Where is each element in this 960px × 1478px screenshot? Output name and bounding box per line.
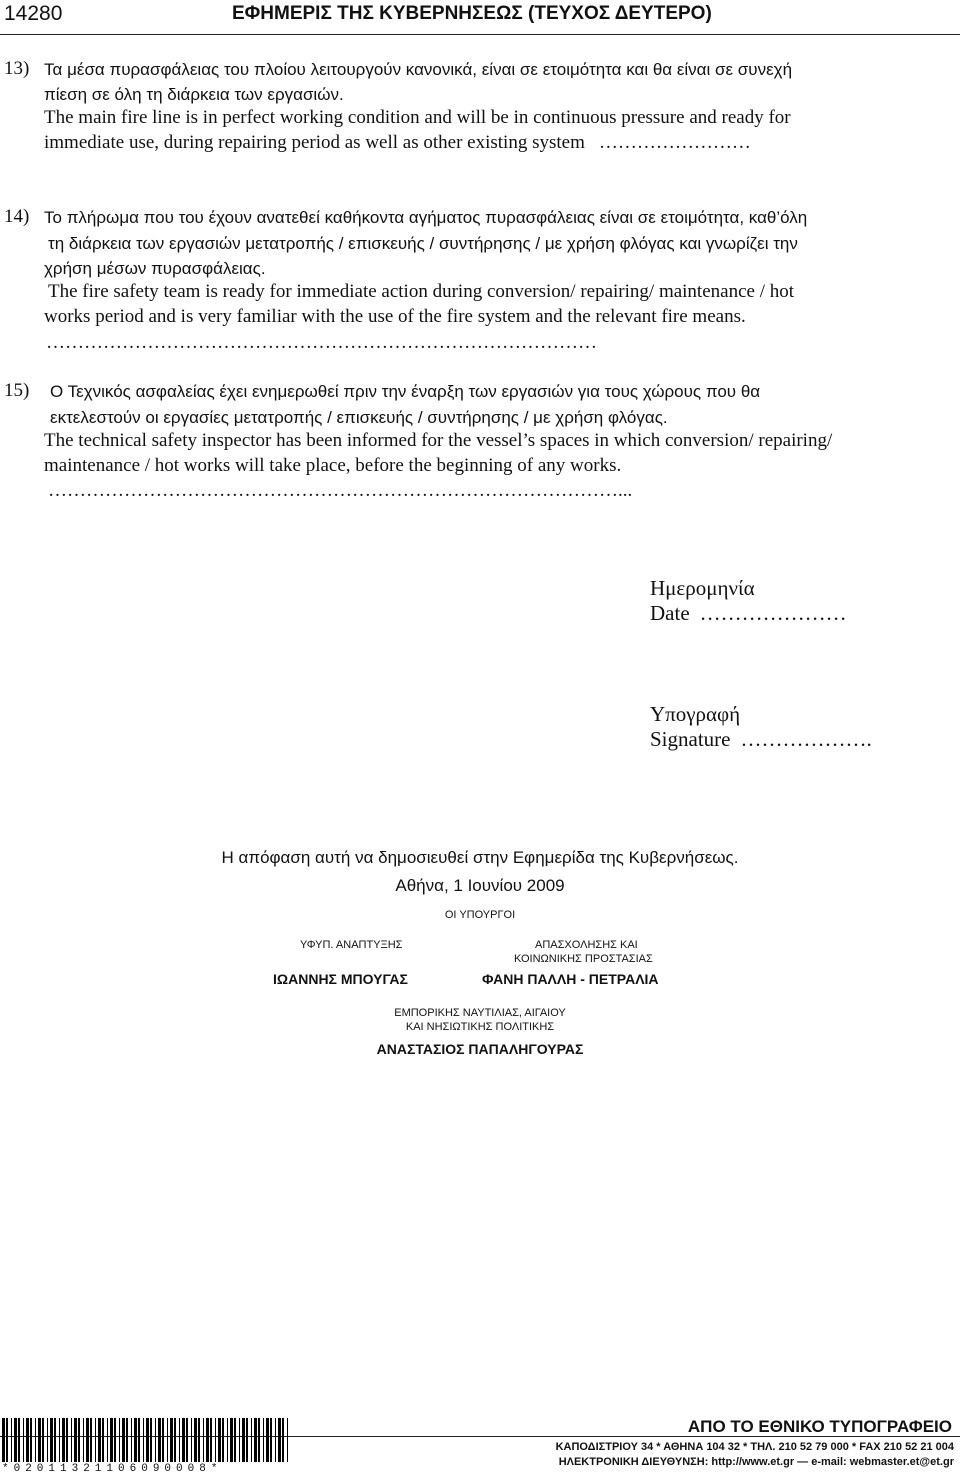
date-label: Date <box>650 601 690 625</box>
page-number: 14280 <box>4 2 63 25</box>
item-15-english-line-2: maintenance / hot works will take place, before the beginning of any works. <box>44 455 622 476</box>
item-14-english-line-1: The fire safety team is ready for immediate action during conversion/ repairing/ maintenance / hot <box>48 281 795 302</box>
minister-2-role-line-1: ΑΠΑΣΧΟΛΗΣΗΣ ΚΑΙ <box>535 939 638 951</box>
minister-2-name: ΦΑΝΗ ΠΑΛΛΗ - ΠΕΤΡΑΛΙΑ <box>482 971 659 987</box>
item-13-greek-line-1: Τα μέσα πυρασφάλειας του πλοίου λειτουργούν κανονικά, είναι σε ετοιμότητα και θα είναι σε συνεχή <box>44 60 793 79</box>
minister-3-role-line-1: ΕΜΠΟΡΙΚΗΣ ΝΑΥΤΙΛΙΑΣ, ΑΙΓΑΙΟΥ <box>394 1007 566 1019</box>
signature-label: Signature <box>650 727 731 751</box>
fill-in-dots: …………………… <box>598 132 751 153</box>
barcode-digits: *02011321106090008* <box>2 1463 223 1475</box>
item-15-greek-line-2: εκτελεστούν οι εργασίες μετατροπής / επισκευής / συντήρησης / με χρήση φλόγας. <box>50 408 668 427</box>
item-14-greek-line-3: χρήση μέσων πυρασφάλειας. <box>44 259 266 278</box>
item-14-greek-line-2: τη διάρκεια των εργασιών μετατροπής / επισκευής / συντήρησης / με χρήση φλόγας και γνωρίζει την <box>48 234 798 253</box>
item-14-greek-line-1: Το πλήρωμα που του έχουν ανατεθεί καθήκοντα αγήματος πυρασφάλειας είναι σε ετοιμότητα, καθ’όλη <box>44 208 808 227</box>
item-13 <box>4 56 29 81</box>
gazette-title: ΕΦΗΜΕΡΙΣ ΤΗΣ ΚΥΒΕΡΝΗΣΕΩΣ (ΤΕΥΧΟΣ ΔΕΥΤΕΡΟ) <box>232 3 712 24</box>
item-15-fill-dots: ………………………………………………………………………………... <box>48 480 633 501</box>
item-number: 13) <box>4 58 30 79</box>
item-15-english-line-1: The technical safety inspector has been informed for the vessel’s spaces in which conversion/ repairing/ <box>44 430 833 451</box>
date-field <box>650 601 847 626</box>
item-number-15: 15) <box>4 380 30 401</box>
header-divider <box>0 34 960 35</box>
minister-3-role-line-2: ΚΑΙ ΝΗΣΙΩΤΙΚΗΣ ΠΟΛΙΤΙΚΗΣ <box>405 1021 555 1033</box>
place-date: Αθήνα, 1 Ιουνίου 2009 <box>395 876 565 895</box>
minister-1-name: ΙΩΑΝΝΗΣ ΜΠΟΥΓΑΣ <box>273 971 408 987</box>
signature-field <box>650 727 872 752</box>
minister-2-role-line-2: ΚΟΙΝΩΝΙΚΗΣ ΠΡΟΣΤΑΣΙΑΣ <box>514 953 653 965</box>
item-13-greek-line-2: πίεση σε όλη τη διάρκεια των εργασιών. <box>44 85 344 104</box>
item-13-english-line-1: The main fire line is in perfect working condition and will be in continuous pressure and ready for <box>44 107 791 128</box>
signature-label-greek: Υπογραφή <box>650 702 741 726</box>
printer-web-contact: ΗΛΕΚΤΡΟΝΙΚΗ ΔΙΕΥΘΥΝΣΗ: http://www.et.gr — e-mail: webmaster.et@et.gr <box>558 1456 954 1468</box>
barcode-image <box>2 1418 290 1462</box>
english-text: immediate use, during repairing period as well as other existing system <box>44 132 585 153</box>
date-dots: ………………… <box>699 601 847 625</box>
minister-3-name: ΑΝΑΣΤΑΣΙΟΣ ΠΑΠΑΛΗΓΟΥΡΑΣ <box>376 1041 584 1057</box>
item-14-fill-dots: …………………………………………………………………………… <box>46 332 597 353</box>
ministers-heading: ΟΙ ΥΠΟΥΡΓΟΙ <box>444 909 516 921</box>
item-13-english-line-2 <box>44 130 751 155</box>
item-number-14: 14) <box>4 206 30 227</box>
printer-address: ΚΑΠΟΔΙΣΤΡΙΟΥ 34 * ΑΘΗΝΑ 104 32 * ΤΗΛ. 210 52 79 000 * FAX 210 52 21 004 <box>555 1441 954 1453</box>
item-14-english-line-2: works period and is very familiar with the use of the fire system and the relevant fire means. <box>44 306 746 327</box>
printer-name: ΑΠΟ ΤΟ ΕΘΝΙΚΟ ΤΥΠΟΓΡΑΦΕΙΟ <box>687 1417 952 1436</box>
date-label-greek: Ημερομηνία <box>650 576 755 600</box>
item-15-greek-line-1: Ο Τεχνικός ασφαλείας έχει ενημερωθεί πριν την έναρξη των εργασιών για τους χώρους που θα <box>50 382 761 401</box>
signature-dots: ………………. <box>740 727 872 751</box>
publish-statement: Η απόφαση αυτή να δημοσιευθεί στην Εφημερίδα της Κυβερνήσεως. <box>221 848 739 867</box>
minister-1-role: ΥΦΥΠ. ΑΝΑΠΤΥΞΗΣ <box>300 939 403 951</box>
